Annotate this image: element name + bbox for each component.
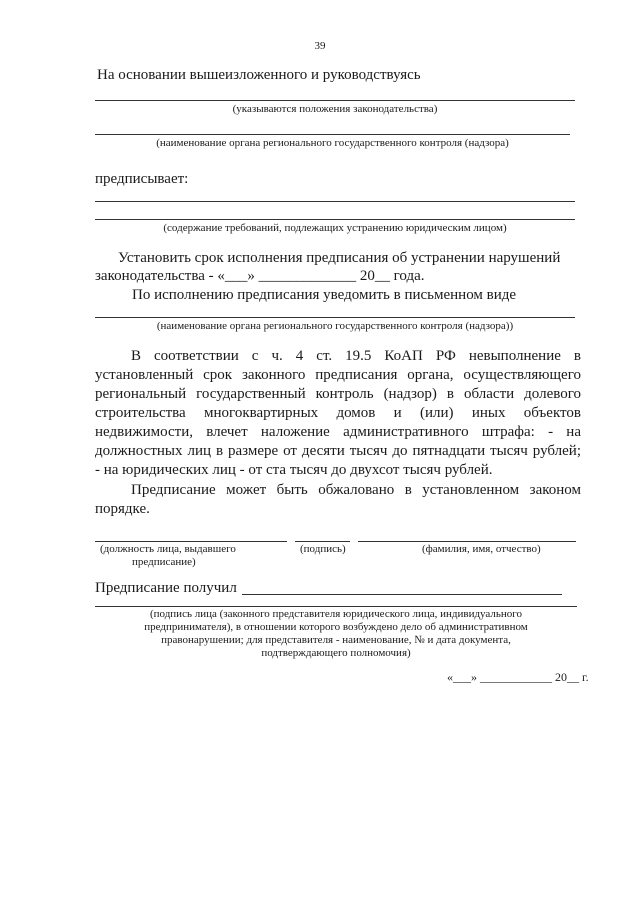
date-line: «___» ____________ 20__ г. <box>447 670 589 684</box>
penalty-line: недвижимости, влечет наложение административного штрафа: - на <box>95 424 581 440</box>
received-caption: (подпись лица (законного представителя юридического лица, индивидуального <box>149 608 523 620</box>
page-number: 39 <box>314 40 326 52</box>
requirements-line-1 <box>95 201 575 202</box>
prescribes-label: предписывает: <box>95 171 189 187</box>
deadline-line-1: Установить срок исполнения предписания об устранении нарушений <box>118 250 561 266</box>
penalty-line: региональный государственный контроль (надзор) в области долевого <box>95 386 581 402</box>
received-caption-line <box>95 606 577 607</box>
penalty-line: строительства многоквартирных домов и (или) иных объектов <box>95 405 581 421</box>
appeal-line: Предписание может быть обжаловано в установленном законом <box>131 482 581 498</box>
penalty-line: В соответствии с ч. 4 ст. 19.5 КоАП РФ невыполнение в <box>131 348 581 364</box>
caption-organ-2: (наименование органа регионального государственного контроля (надзора)) <box>156 320 514 332</box>
received-caption: предпринимателя), в отношении которого возбуждено дело об административном <box>144 621 528 633</box>
caption-law: (указываются положения законодательства) <box>232 103 438 115</box>
requirements-line-2 <box>95 219 575 220</box>
penalty-line: установленный срок законного предписания органа, осуществляющего <box>95 367 581 383</box>
penalty-line: должностных лиц в размере от десяти тысяч до пятнадцати тысяч рублей; <box>95 443 581 459</box>
caption-position-2: предписание) <box>132 556 196 568</box>
name-sign-line <box>358 541 576 542</box>
penalty-line: - на юридических лиц - от ста тысяч до двухсот тысяч рублей. <box>95 462 493 478</box>
notify-line: По исполнению предписания уведомить в письменном виде <box>132 287 517 303</box>
organ-line <box>95 134 570 135</box>
caption-name: (фамилия, имя, отчество) <box>422 543 541 555</box>
caption-organ: (наименование органа регионального государственного контроля (надзора) <box>156 137 509 149</box>
received-caption: правонарушении; для представителя - наименование, № и дата документа, <box>161 634 511 646</box>
signature-sign-line <box>295 541 350 542</box>
notify-organ-line <box>95 317 575 318</box>
law-line <box>95 100 575 101</box>
appeal-line: порядке. <box>95 501 150 517</box>
caption-signature: (подпись) <box>300 543 346 555</box>
intro-text: На основании вышеизложенного и руководствуясь <box>97 67 421 83</box>
position-sign-line <box>95 541 287 542</box>
received-caption: подтверждающего полномочия) <box>261 647 411 659</box>
caption-requirements: (содержание требований, подлежащих устранению юридическим лицом) <box>163 222 507 234</box>
caption-position-1: (должность лица, выдавшего <box>100 543 236 555</box>
received-line <box>242 594 562 595</box>
deadline-line-2: законодательства - «___» _____________ 20__ года. <box>95 268 425 284</box>
received-label: Предписание получил <box>95 580 237 596</box>
